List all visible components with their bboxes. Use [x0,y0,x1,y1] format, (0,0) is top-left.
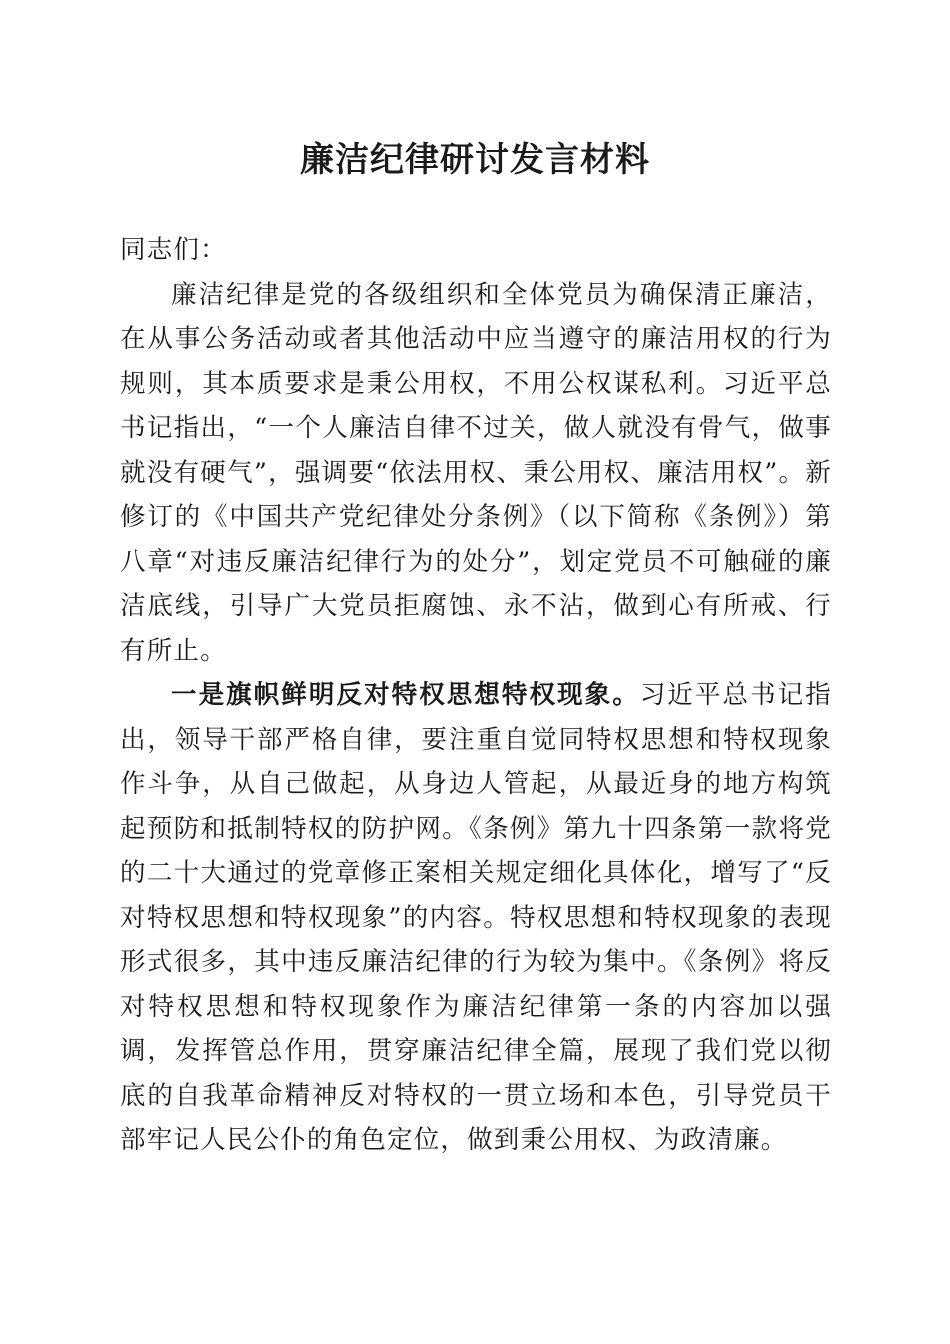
paragraph-intro [120,273,832,674]
paragraph-text: 廉洁纪律是党的各级组织和全体党员为确保清正廉洁，在从事公务活动或者其他活动中应当遵守的廉洁用权的行为规则，其本质要求是秉公用权，不用公权谋私利。习近平总书记指出，“一个人廉洁自律不过关，做人就没有骨气，做事就没有硬气”，强调要“依法用权、秉公用权、廉洁用权”。新修订的《中国共产党纪律处分条例》（以下简称《条例》）第八章“对违反廉洁纪律行为的处分”，划定党员不可触碰的廉洁底线，引导广大党员拒腐蚀、永不沾，做到心有所戒、行有所止。 [120,279,832,666]
document-title: 廉洁纪律研讨发言材料 [300,140,650,180]
document-body [120,228,832,1163]
salutation: 同志们： [120,235,227,265]
paragraph-point-one [120,673,832,1163]
paragraph-lead: 一是旗帜鲜明反对特权思想特权现象。 [171,680,640,710]
paragraph-text: 习近平总书记指出，领导干部严格自律，要注重自觉同特权思想和特权现象作斗争，从自己做起，从身边人管起，从最近身的地方构筑起预防和抵制特权的防护网。《条例》第九十四条第一款将党的二十大通过的党章修正案相关规定细化具体化，增写了“反对特权思想和特权现象”的内容。特权思想和特权现象的表现形式很多，其中违反廉洁纪律的行为较为集中。《条例》将反对特权思想和特权现象作为廉洁纪律第一条的内容加以强调，发挥管总作用，贯穿廉洁纪律全篇，展现了我们党以彻底的自我革命精神反对特权的一贯立场和本色，引导党员干部牢记人民公仆的角色定位，做到秉公用权、为政清廉。 [120,680,832,1155]
